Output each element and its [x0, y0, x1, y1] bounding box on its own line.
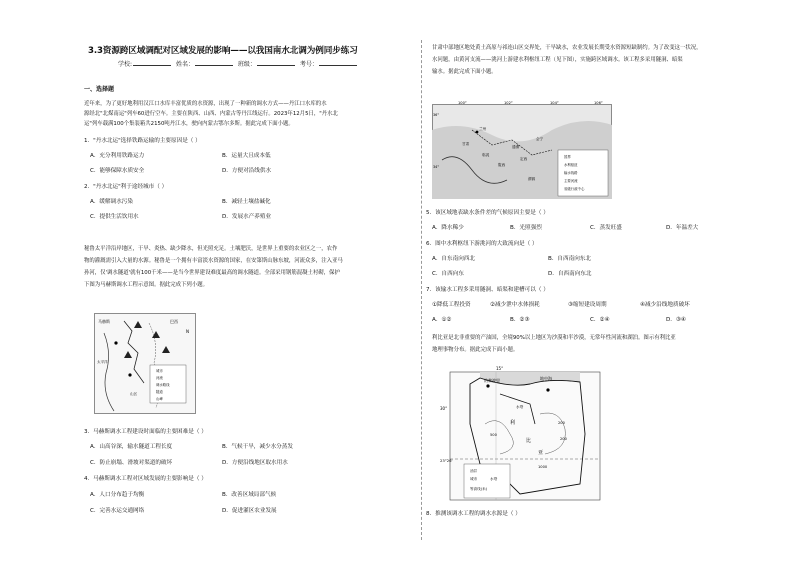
q7-option-b[interactable]: B．②③: [510, 317, 530, 323]
q3-option-b[interactable]: B．气候干旱，减少水分蒸发: [222, 444, 293, 450]
map-label: 会宁: [536, 137, 544, 141]
section-heading: 一、选择题: [84, 86, 115, 93]
q2-option-d[interactable]: D．发展水产养殖业: [222, 214, 272, 220]
legend-label: 隧道: [156, 390, 163, 394]
map-label: 30°: [440, 406, 448, 411]
q6-option-d[interactable]: D．自西南向东北: [548, 271, 592, 277]
q7-option-d[interactable]: D．③④: [666, 317, 686, 323]
q2-option-b[interactable]: B．减轻土壤盐碱化: [222, 199, 271, 205]
intro-paragraph-line: 物的灌溉需引入大量的水源。秘鲁是一个拥有丰富淡水资源的国家，在安第斯山脉东坡，河流众多，注入亚马: [84, 258, 343, 264]
map-label: 定西: [520, 157, 528, 161]
column-divider: [421, 40, 422, 540]
map-label: 200: [560, 437, 567, 441]
map-label: 的黎波里: [484, 378, 500, 383]
q7-option-a[interactable]: A．①②: [432, 317, 452, 323]
map-label: 102°: [504, 101, 513, 105]
peru-water-map: [94, 313, 196, 414]
map-label: 15°: [496, 366, 504, 371]
map-label: 106°: [594, 101, 603, 105]
legend-label: 油井: [470, 469, 478, 473]
map-label: 比: [526, 438, 532, 444]
question-7-stem: 7．该输水工程多采用隧洞、暗渠和建槽可以（ ）: [426, 287, 549, 293]
question-6-stem: 6．图中水利枢纽下游洮河的大致流向是（ ）: [426, 241, 538, 247]
q7-item-2: ②减少泄中水体损耗: [490, 302, 540, 308]
name-blank[interactable]: [195, 60, 233, 66]
map-label: 水塔: [516, 405, 524, 409]
q7-item-3: ③缩短建设周期: [568, 302, 607, 308]
q5-option-c[interactable]: C．蒸发旺盛: [590, 225, 622, 231]
question-1-stem: 1．"丹水北运"选择铁路运输的主要原因是（ ）: [84, 138, 201, 144]
question-5-stem: 5．该区域地表缺水条件差的气候原因主要是（ ）: [426, 210, 549, 216]
class-blank[interactable]: [257, 60, 295, 66]
map-label: 500: [490, 433, 497, 437]
q2-option-c[interactable]: C．提供生活饮用水: [90, 214, 139, 220]
question-4-stem: 4．马赫斯调水工程对区域发展的主要影响是（ ）: [84, 476, 207, 482]
map-label: 山区: [130, 392, 138, 396]
question-8-stem: 8．推测该调水工程的调水水源是（ ）: [426, 511, 521, 517]
intro-paragraph-line: 秘鲁太平洋沿岸地区，干旱、炎热、缺少降水，但光照充足。土壤肥沃，是世界上重要的农业区之一，农作: [84, 246, 338, 252]
map-label: 兰州: [479, 127, 487, 131]
map-label: 100°: [458, 101, 467, 105]
intro-paragraph-line: 地理事物分布。据此完成下面小题。: [432, 347, 519, 353]
q6-option-a[interactable]: A．自东南向西北: [432, 256, 475, 262]
libya-map: [440, 364, 602, 502]
map-label: 渭源: [528, 177, 536, 181]
q4-option-b[interactable]: B．改善区域局部气候: [222, 492, 277, 498]
legend-label: 山峰: [156, 397, 163, 401]
page-title: 3.3资源跨区域调配对区域发展的影响——以我国南水北调为例同步练习: [88, 46, 358, 56]
student-info-line: [118, 59, 360, 68]
q4-option-d[interactable]: D．促进灌区农业发展: [222, 508, 277, 514]
school-blank[interactable]: [133, 60, 171, 66]
q4-option-a[interactable]: A．人口分布趋于均衡: [90, 492, 145, 498]
north-arrow: N: [186, 329, 189, 334]
intro-paragraph-line: 源经北"北煤南运"列车60进行空车。主要在陕西、山西、内蒙古等丹江线运行。2023年12月5日，"丹水北: [84, 111, 338, 117]
legend-label: 省级行政中心: [564, 187, 585, 191]
legend-label: 城市: [470, 477, 478, 481]
legend-label: 等高线(米): [470, 487, 488, 491]
name-label: 姓名：: [175, 61, 194, 68]
map-label: 1000: [538, 465, 548, 469]
intro-paragraph-line: 近年来，为了更好地利用汉江口水库丰富优质的水资源，出现了一种新的调水方式——丹江口水库的水: [84, 101, 327, 107]
map-label: 临洮: [482, 153, 490, 157]
q5-option-a[interactable]: A．降水稀少: [432, 225, 464, 231]
map-label: 通渭: [512, 145, 520, 149]
q3-option-d[interactable]: D．方便沿线地区取水用水: [222, 460, 288, 466]
q2-option-a[interactable]: A．缓解调水污染: [90, 199, 133, 205]
map-label: 马赫斯: [98, 319, 110, 324]
intro-paragraph-line: 下图为马赫斯调水工程示意图。据此完成下列小题。: [84, 282, 208, 288]
q6-option-b[interactable]: B．自西南向东北: [548, 256, 591, 262]
gansu-water-map: [432, 100, 612, 199]
map-label: 23°26': [440, 458, 453, 463]
map-label: 200: [558, 421, 565, 425]
legend-label: 水利枢纽: [564, 163, 578, 167]
question-3-stem: 3．马赫斯调水工程建设时面临的主要困难是（ ）: [84, 429, 207, 435]
legend-label: 城市: [156, 369, 163, 373]
q5-option-b[interactable]: B．光照强烈: [510, 225, 542, 231]
legend-label: 输水线路: [564, 171, 578, 175]
map-label: 34°: [433, 165, 440, 169]
intro-paragraph-line: 输水。据此完成下面小题。: [432, 69, 497, 75]
q1-option-b[interactable]: B．运量大且成本低: [222, 153, 271, 159]
q1-option-c[interactable]: C．能够保障水质安全: [90, 168, 145, 174]
q5-option-d[interactable]: D．年温差大: [666, 225, 699, 231]
exam-no-blank[interactable]: [319, 60, 357, 66]
class-label: 班级：: [237, 61, 256, 68]
map-label: 地中海: [540, 376, 552, 381]
map-label: 陇西: [498, 163, 506, 167]
school-label: 学校:: [118, 61, 133, 68]
q4-option-c[interactable]: C．完善水运交通网络: [90, 508, 145, 514]
intro-paragraph-line: 运"列车载满100个集装箱共2150吨丹江水，驶向内蒙古鄂尔多斯。据此完成下面小题。: [84, 121, 294, 127]
q6-option-c[interactable]: C．自西向东: [432, 271, 464, 277]
intro-paragraph-line: 甘肃中部地区地处黄土高原与祁连山区交界处，干旱缺水，农业发展长期受水资源短缺制约。为了改变这一状况，: [432, 45, 702, 51]
q1-option-a[interactable]: A．充分利用铁路运力: [90, 153, 145, 159]
legend-label: 国界: [564, 155, 571, 159]
map-label: 甘肃: [462, 142, 470, 146]
q7-item-1: ①降低工程投资: [432, 302, 471, 308]
q7-item-4: ④减少沿线地质破坏: [640, 302, 690, 308]
intro-paragraph-line: 利比亚是北非重要的产油国，全境90%以上地区为沙漠和半沙漠，无常年性河流和湖泊。图示有利比亚: [432, 335, 676, 341]
legend-label: 水塔: [490, 477, 498, 481]
legend-label: 调水路线: [156, 383, 170, 387]
map-label: 巴西: [170, 319, 178, 324]
exam-no-label: 考号：: [299, 61, 318, 68]
intro-paragraph-line: 水问题，由黄河支流——洮河上游建水利枢纽工程（见下图），实施跨区域调水。该工程多采用隧洞、暗渠: [432, 57, 683, 63]
map-label: 利: [510, 420, 516, 426]
map-label: 36°: [433, 113, 440, 117]
map-label: 亚: [538, 450, 544, 456]
q1-option-d[interactable]: D．方便对沿线供水: [222, 168, 272, 174]
q3-option-a[interactable]: A．山高谷深，输水隧道工程长度: [90, 444, 173, 450]
legend-label: 主要河流: [564, 179, 578, 183]
map-label: 104°: [550, 101, 559, 105]
q7-option-c[interactable]: C．②④: [590, 317, 610, 323]
q3-option-c[interactable]: C．防止崩塌、滑坡对渠道的破坏: [90, 460, 173, 466]
intro-paragraph-line: 孙河，仅'调水隧道'就有100千米——是当今世界建设难度最高的调水隧道。全部采用钢筋混凝土衬砌，保护: [84, 270, 340, 276]
map-label: 太平洋: [97, 360, 108, 364]
legend-label: 河流: [156, 376, 163, 380]
question-2-stem: 2．"丹水北运"利于途经城市（ ）: [84, 184, 168, 190]
